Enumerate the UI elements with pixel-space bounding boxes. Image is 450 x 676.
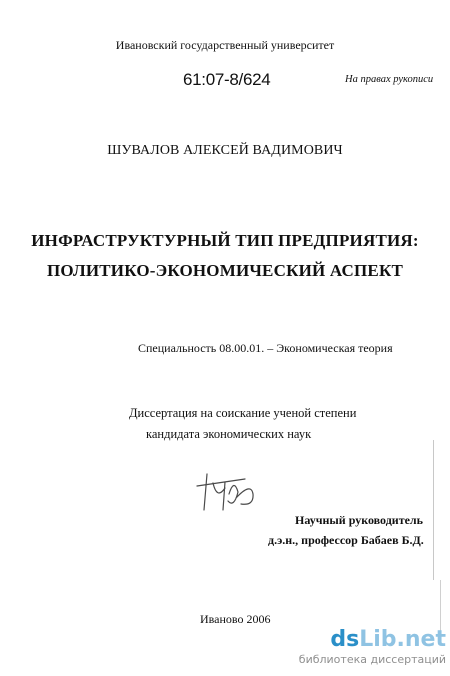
dslib-logo [330,622,446,652]
supervisor-label: Научный руководитель [295,513,423,527]
supervisor-name: д.э.н., профессор Бабаев Б.Д. [268,533,424,547]
rights-note: На правах рукописи [345,74,434,85]
city-year: Иваново 2006 [200,612,271,626]
specialty-line: Специальность 08.00.01. – Экономическая теория [138,341,393,355]
dissertation-degree-line-2: кандидата экономических наук [146,427,312,441]
thesis-title-line-2: ПОЛИТИКО-ЭКОНОМИЧЕСКИЙ АСПЕКТ [46,261,404,280]
thesis-title-line-1: ИНФРАСТРУКТУРНЫЙ ТИП ПРЕДПРИЯТИЯ: [31,231,419,250]
handwritten-signature [193,470,263,520]
watermark-caption: библиотека диссертаций [298,653,446,666]
dslib-watermark [276,620,446,670]
dissertation-degree-line-1: Диссертация на соискание ученой степени [129,406,357,420]
author-name: ШУВАЛОВ АЛЕКСЕЙ ВАДИМОВИЧ [107,143,343,158]
archive-code: 61:07-8/624 [183,70,271,89]
scan-edge-line [433,440,434,580]
svg-text:dsLib.net: dsLib.net [330,627,446,652]
university-name: Ивановский государственный университет [115,38,335,52]
